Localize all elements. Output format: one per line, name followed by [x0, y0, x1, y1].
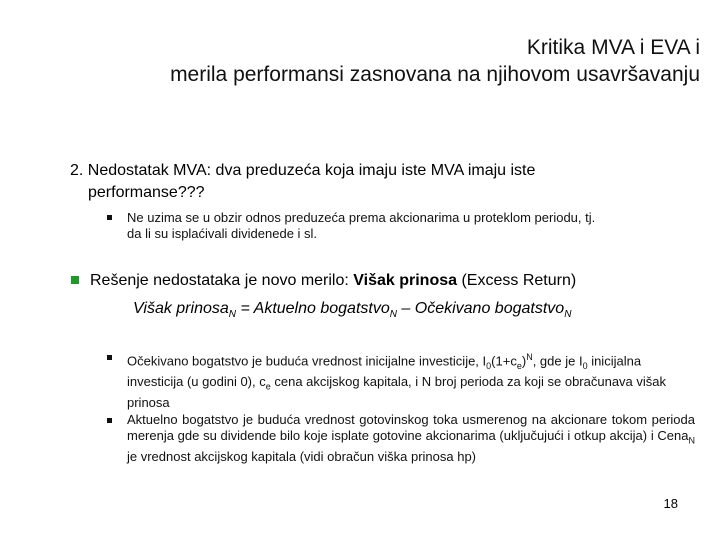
- section-heading-line-2: performanse???: [88, 184, 205, 201]
- bullet-2-sub: 0: [486, 360, 492, 371]
- title-line-2: merila performansi zasnovana na njihovom usavršavanju: [170, 63, 700, 86]
- bullet-3-sub: N: [688, 435, 695, 446]
- bullet-2-sub: e: [516, 360, 522, 371]
- bullet-3-part: Aktuelno bogatstvo je buduća vrednost gotovinskog toka usmerenog na akcionare tokom perioda merenja gde su dividende bilo koje isplate gotovine akcionarima (uključujući i otkup akcija) i Cena: [127, 412, 695, 443]
- main-point-prefix: Rešenje nedostataka je novo merilo:: [90, 272, 354, 289]
- bullet-3-text: [127, 412, 695, 465]
- bullet-2-part: (1+c: [491, 353, 517, 369]
- section-heading-line-1: 2. Nedostatak MVA: dva preduzeća koja imaju iste MVA imaju iste: [70, 162, 536, 179]
- title-line-1: Kritika MVA i EVA i: [526, 36, 700, 59]
- bullet-2-part: Očekivano bogatstvo je buduća vrednost inicijalne investicije, I: [127, 353, 487, 369]
- bullet-2-sub: e: [265, 381, 271, 392]
- section-heading: [70, 160, 630, 204]
- formula: [133, 298, 571, 326]
- formula-term-b: = Aktuelno bogatstvo: [236, 300, 390, 317]
- bullet-1-line-2: da li su isplaćivali dividenede i sl.: [127, 226, 318, 241]
- bullet-square-icon: [107, 418, 112, 423]
- bullet-2-part: inicijalna investicija (u godini 0), c: [127, 353, 642, 389]
- main-point-bold: Višak prinosa: [353, 272, 458, 289]
- formula-term-a: Višak prinosa: [133, 300, 229, 317]
- bullet-2-sup: N: [526, 352, 533, 362]
- bullet-square-icon: [107, 355, 112, 360]
- green-bullet-icon: [71, 276, 79, 284]
- formula-sub-c: N: [564, 309, 572, 321]
- bullet-2-text: [127, 349, 695, 411]
- bullet-2-sub: 0: [582, 360, 588, 371]
- bullet-1-text: [127, 210, 702, 242]
- page-number: 18: [663, 496, 678, 511]
- formula-sub-b: N: [389, 309, 397, 321]
- bullet-1-line-1: Ne uzima se u obzir odnos preduzeća prema akcionarima u proteklom periodu, tj.: [127, 210, 596, 225]
- main-point-suffix: (Excess Return): [457, 272, 577, 289]
- bullet-2-part: ): [521, 353, 527, 369]
- bullet-3-part: je vrednost akcijskog kapitala (vidi obračun viška prinosa hp): [127, 448, 477, 464]
- formula-sub-a: N: [228, 309, 236, 321]
- formula-term-c: – Očekivano bogatstvo: [396, 300, 565, 317]
- bullet-2-part: cena akcijskog kapitala, i N broj perioda za koji se obračunava višak prinosa: [127, 373, 667, 410]
- main-point: [90, 270, 576, 292]
- bullet-square-icon: [107, 215, 112, 220]
- slide-title: [170, 34, 700, 88]
- bullet-2-part: , gde je I: [532, 353, 583, 369]
